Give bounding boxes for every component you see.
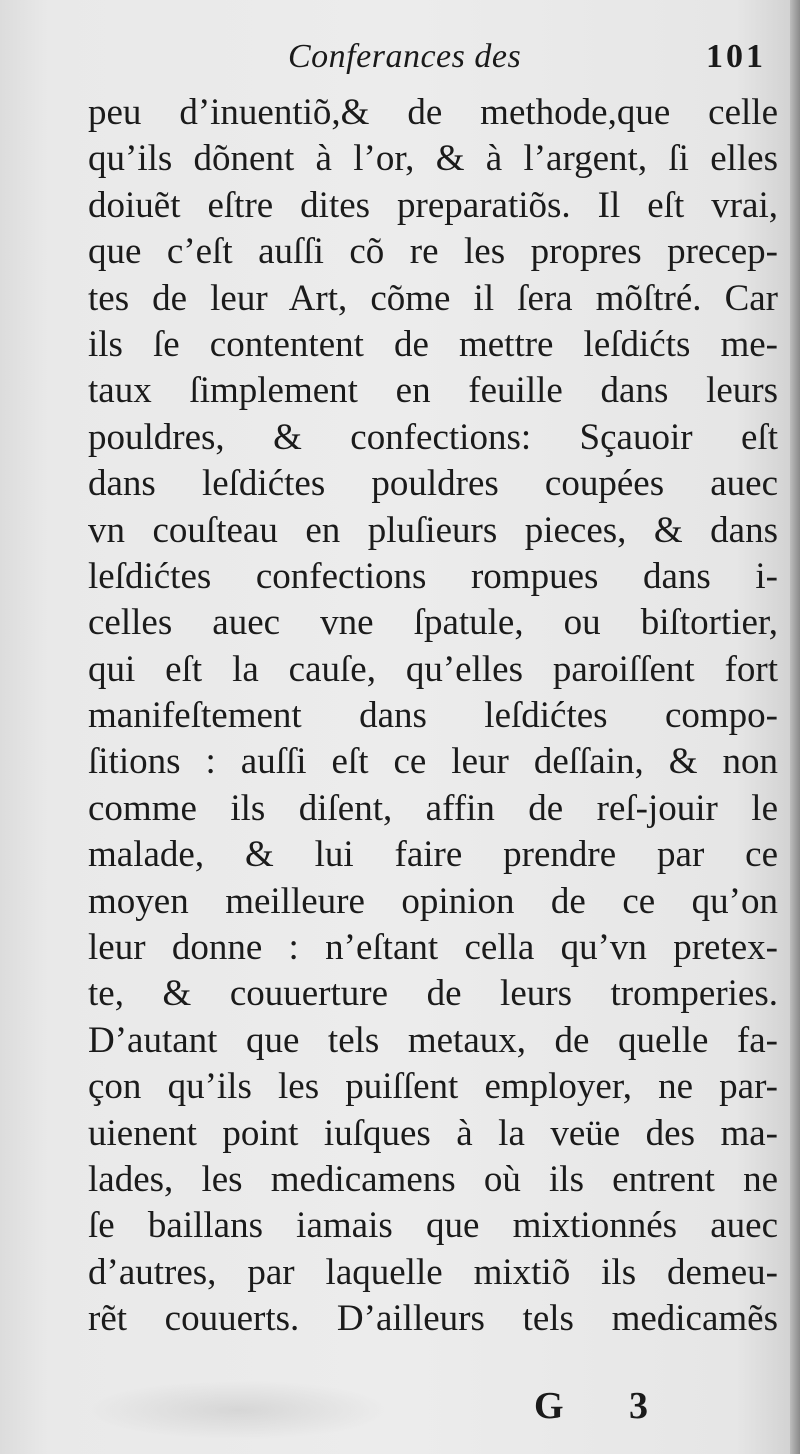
text-line: dans leſdićtes pouldres coupées auec bbox=[88, 463, 778, 505]
text-line: doiuẽt eſtre dites preparatiõs. Il eſt vrai, bbox=[88, 184, 778, 226]
text-line: uienent point iuſques à la veüe des ma- bbox=[88, 1112, 778, 1154]
text-line: malade, & lui faire prendre par ce bbox=[88, 834, 778, 876]
text-line: D’autant que tels metaux, de quelle fa- bbox=[88, 1019, 778, 1061]
text-line: vn couſteau en pluſieurs pieces, & dans bbox=[88, 509, 778, 551]
text-line: ſitions : auſſi eſt ce leur deſſain, & non bbox=[88, 741, 778, 783]
text-line: çon qu’ils les puiſſent employer, ne par- bbox=[88, 1066, 778, 1108]
text-line: manifeſtement dans leſdićtes compo- bbox=[88, 695, 778, 737]
text-line: lades, les medicamens où ils entrent ne bbox=[88, 1158, 778, 1200]
text-line: te, & couuerture de leurs tromperies. bbox=[88, 973, 778, 1015]
text-line: qu’ils dõnent à l’or, & à l’argent, ſi elles bbox=[88, 138, 778, 180]
text-line: rẽt couuerts. D’ailleurs tels medicamẽs bbox=[88, 1298, 778, 1340]
text-line: ſe baillans iamais que mixtionnés auec bbox=[88, 1205, 778, 1247]
text-line: taux ſimplement en feuille dans leurs bbox=[88, 370, 778, 412]
page-edge-shadow bbox=[790, 0, 800, 1454]
text-line: qui eſt la cauſe, qu’elles paroiſſent fort bbox=[88, 648, 778, 690]
text-line: leur donne : n’eſtant cella qu’vn pretex- bbox=[88, 927, 778, 969]
text-line: tes de leur Art, cõme il ſera mõſtré. Car bbox=[88, 277, 778, 319]
text-line: celles auec vne ſpatule, ou biſtortier, bbox=[88, 602, 778, 644]
page-number: 101 bbox=[706, 38, 766, 75]
text-line: peu d’inuentiõ,& de methode,que celle bbox=[88, 92, 778, 133]
text-line: ils ſe contentent de mettre leſdićts me- bbox=[88, 323, 778, 365]
body-text bbox=[88, 90, 778, 1343]
page-header bbox=[0, 38, 800, 98]
text-line: leſdićtes confections rompues dans i- bbox=[88, 555, 778, 597]
text-line: d’autres, par laquelle mixtiõ ils demeu- bbox=[88, 1251, 778, 1293]
text-line: pouldres, & confections: Sçauoir eſt bbox=[88, 416, 778, 458]
text-line: moyen meilleure opinion de ce qu’on bbox=[88, 880, 778, 922]
page-footer bbox=[0, 1384, 800, 1444]
text-line: que c’eſt auſſi cõ re les propres precep- bbox=[88, 231, 778, 273]
signature-mark: G 3 bbox=[534, 1385, 677, 1427]
text-line: comme ils diſent, affin de reſ-jouir le bbox=[88, 787, 778, 829]
running-title: Conferances des bbox=[288, 38, 522, 75]
